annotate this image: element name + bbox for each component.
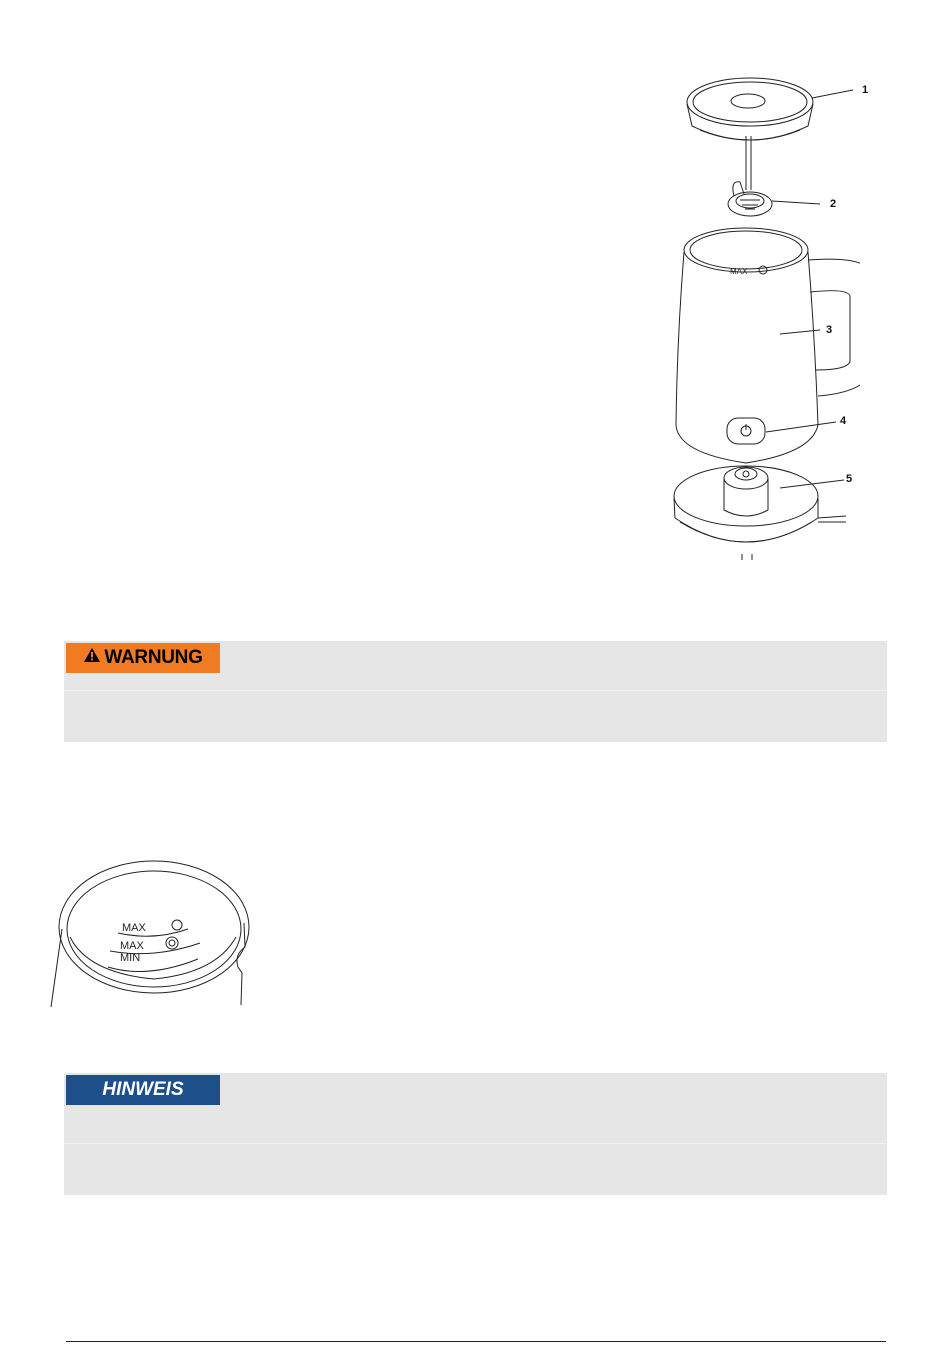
fill-level-drawing — [48, 855, 258, 1010]
warning-badge — [66, 643, 220, 673]
svg-text:MAX: MAX — [730, 267, 748, 276]
level-max-milk: MAX — [120, 940, 144, 952]
notice-divider — [64, 1143, 887, 1144]
warning-divider — [64, 690, 887, 691]
level-max-foam: MAX — [122, 922, 146, 934]
level-min: MIN — [120, 952, 141, 964]
warning-box — [64, 641, 887, 742]
warning-label: WARNUNG — [104, 647, 203, 668]
warning-triangle-icon — [83, 647, 101, 669]
notice-label: HINWEIS — [102, 1079, 184, 1100]
callout-2: 2 — [830, 198, 837, 210]
footer-rule — [66, 1341, 886, 1342]
notice-badge — [66, 1075, 220, 1105]
callout-4: 4 — [840, 415, 847, 427]
notice-box — [64, 1073, 887, 1195]
callout-3: 3 — [826, 324, 833, 336]
callout-5: 5 — [846, 473, 853, 485]
fill-level-figure — [48, 855, 258, 1010]
callout-1: 1 — [862, 84, 869, 96]
